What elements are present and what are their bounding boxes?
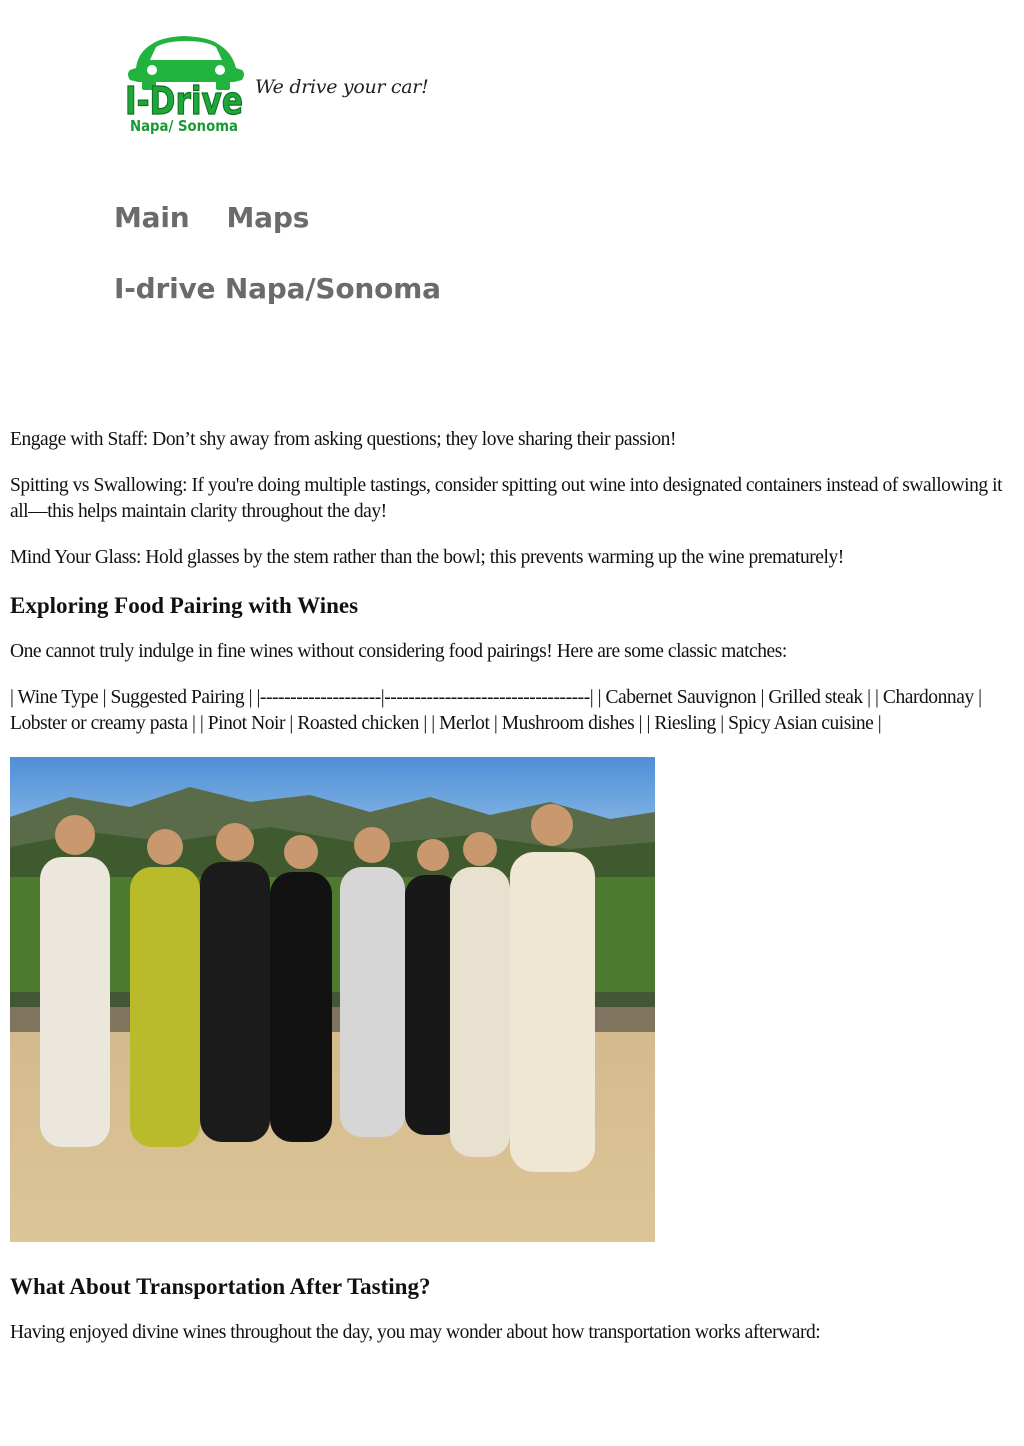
logo-region-text: Napa/ Sonoma [130, 117, 238, 135]
heading-food-pairing: Exploring Food Pairing with Wines [10, 593, 359, 618]
main-nav [114, 201, 309, 234]
heading-transportation: What About Transportation After Tasting? [10, 1274, 431, 1299]
article-content [10, 427, 1018, 1366]
transportation-intro: Having enjoyed divine wines throughout the day, you may wonder about how transportation works afterward: [10, 1322, 821, 1343]
group-photo-image [10, 757, 655, 1242]
food-pairing-intro: One cannot truly indulge in fine wines without considering food pairings! Here are some classic matches: [10, 641, 787, 662]
nav-item-maps[interactable]: Maps [226, 201, 310, 234]
tip-spitting: Spitting vs Swallowing: If you're doing multiple tastings, consider spitting out wine into designated containers instead of swallowing it all—this helps maintain clarity throughout the day! [10, 475, 1003, 522]
logo-tagline: We drive your car! [255, 76, 429, 98]
site-title[interactable]: I-drive Napa/Sonoma [114, 272, 441, 305]
tip-engage-staff: Engage with Staff: Don’t shy away from asking questions; they love sharing their passion! [10, 429, 676, 450]
pairing-table-text: | Wine Type | Suggested Pairing | |--------------------|----------------------------------| | Cabernet Sauvignon | Grilled steak | | Chardonnay | Lobster or creamy pasta | | Pinot Noir | Roasted chicken | | Merlot | Mushroom dishes | | Riesling | Spicy Asian cuisine | [10, 687, 982, 734]
logo-brand-text: I-Drive [125, 79, 243, 123]
site-logo[interactable] [122, 30, 429, 140]
tip-mind-glass: Mind Your Glass: Hold glasses by the stem rather than the bowl; this prevents warming up the wine prematurely! [10, 547, 844, 568]
nav-item-main[interactable]: Main [114, 201, 190, 234]
car-logo-icon [122, 30, 252, 140]
